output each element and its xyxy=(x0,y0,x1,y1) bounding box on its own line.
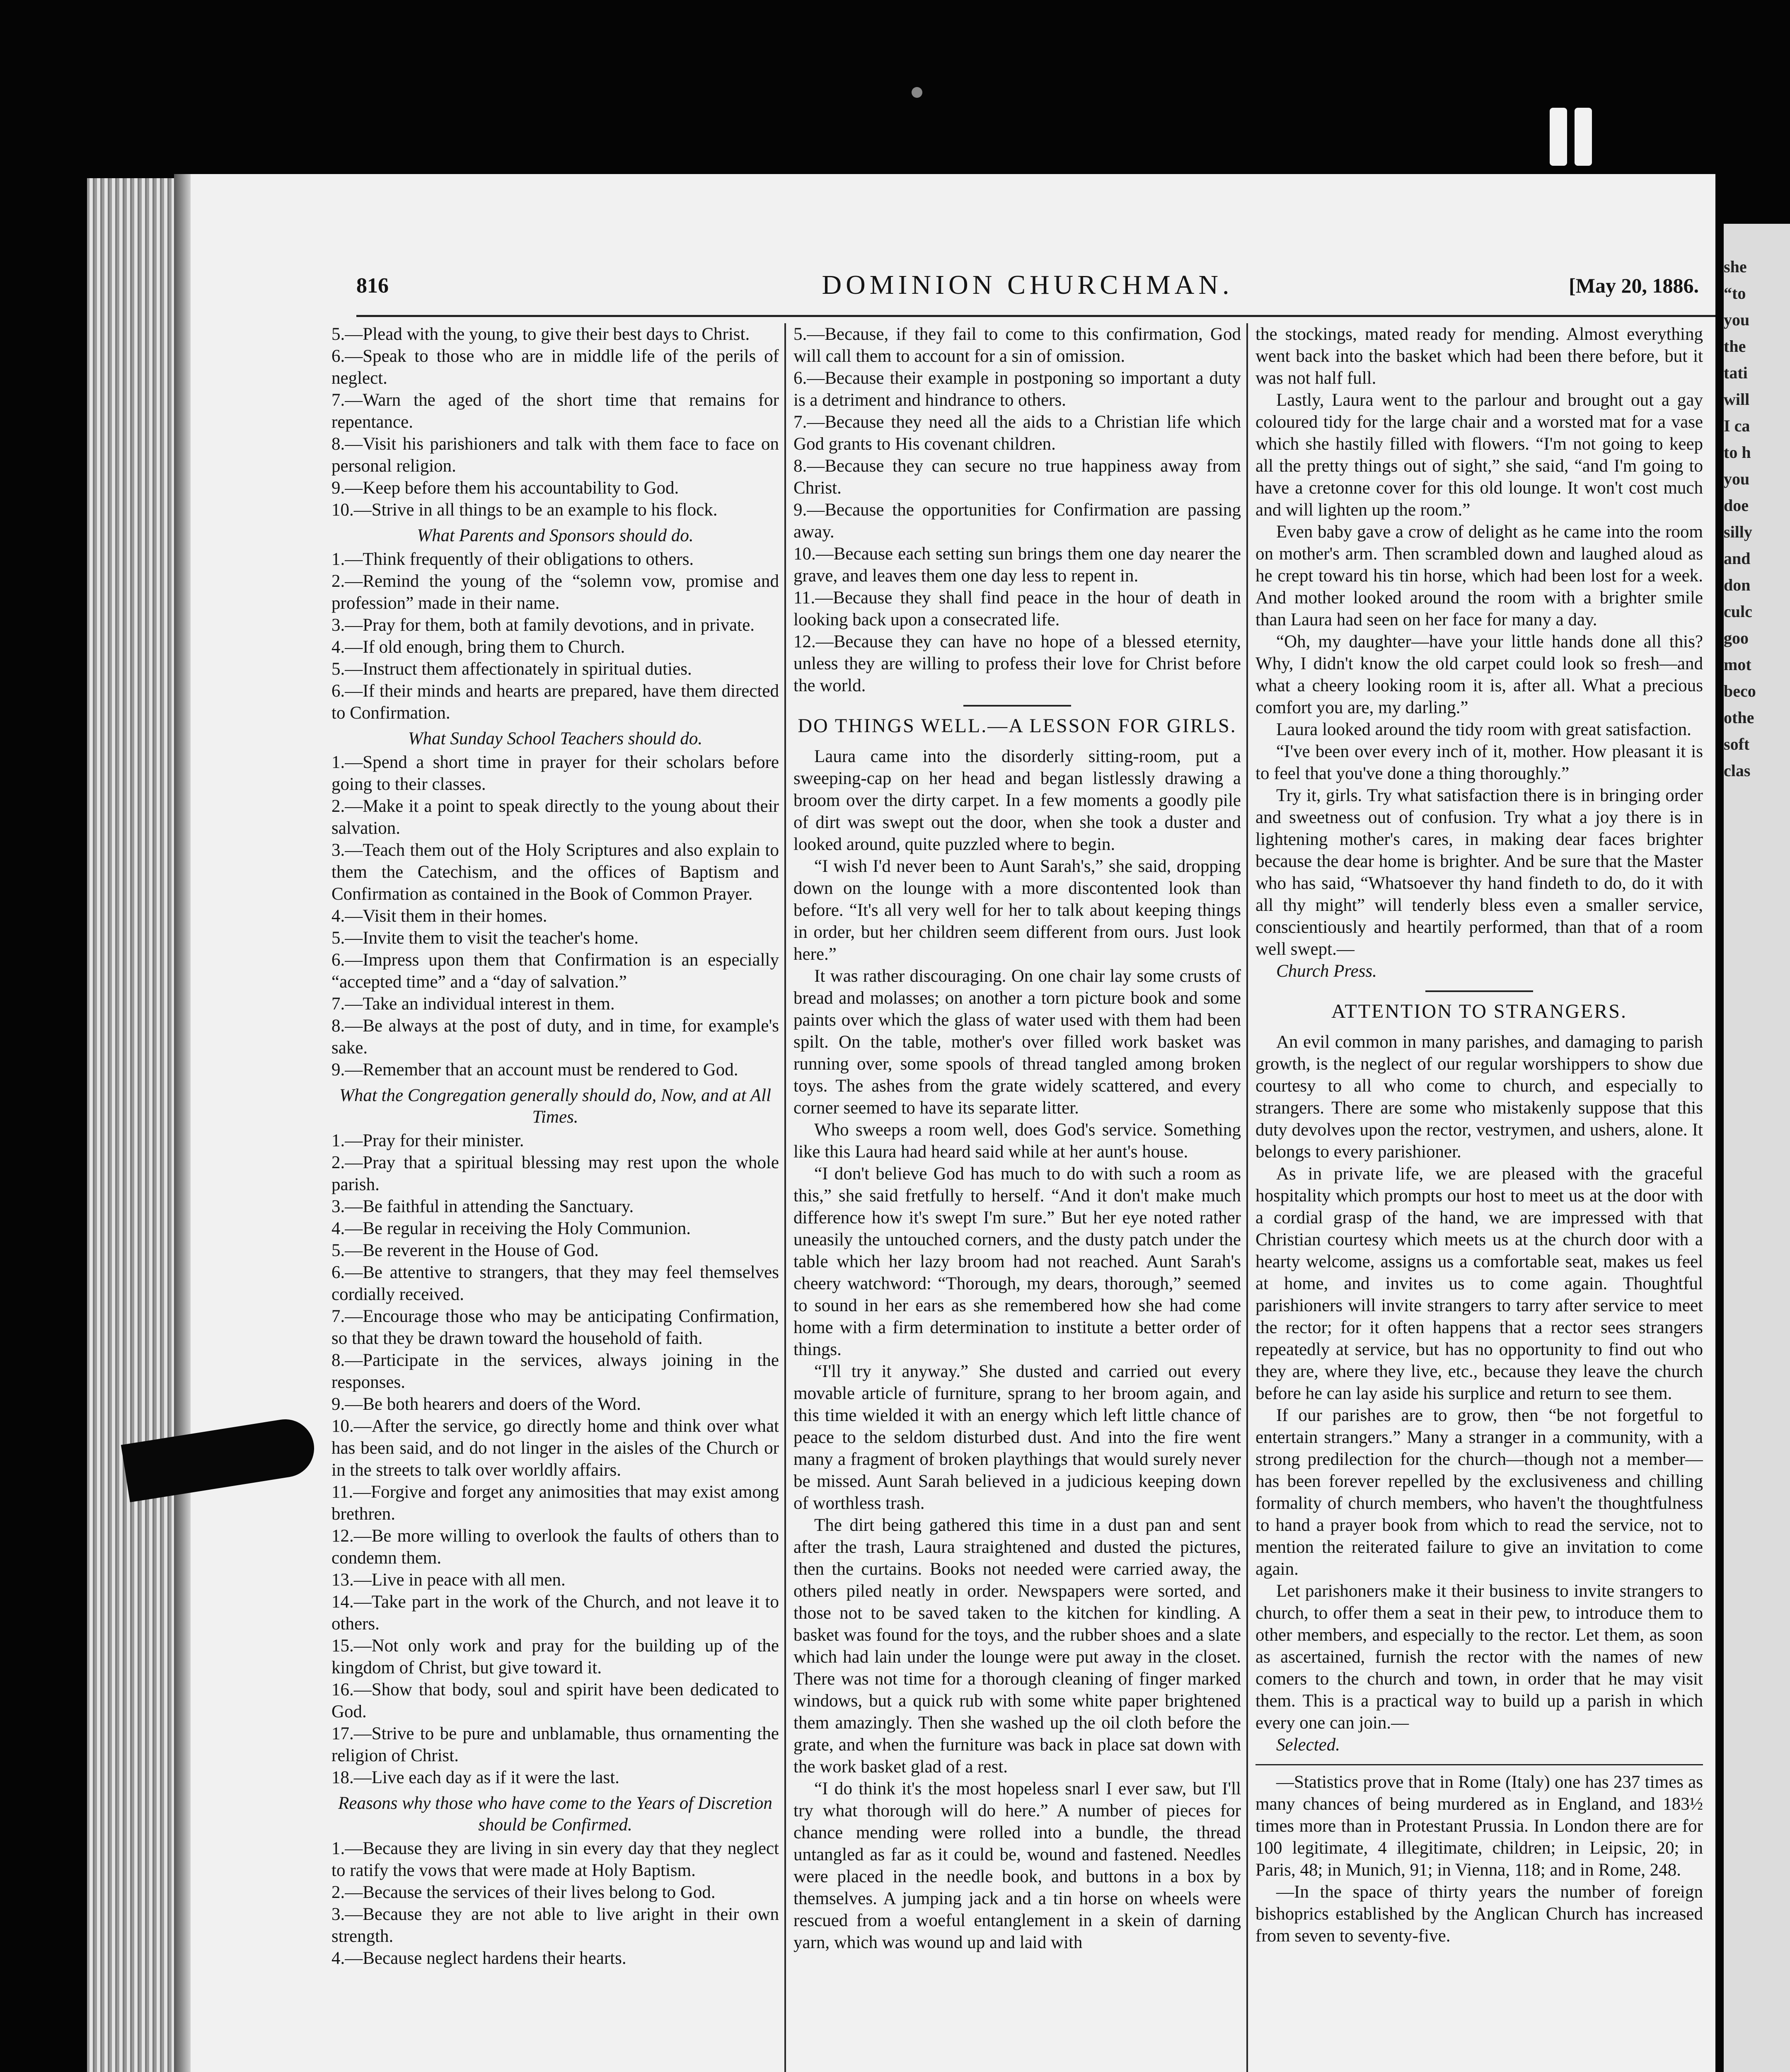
paragraph: Let parishoners make it their business to invite strangers to church, to offer them a seat in their pew, to introduce them to other members, and especially to the rector. Let them, as soon as ascertained, furnish the rector with the names of new comers to the church and town, in order that he may visit them. This is a practical way to build up a parish in which every one can join.— xyxy=(1255,1581,1703,1733)
section-rule xyxy=(1425,990,1533,992)
column-2 xyxy=(793,323,1241,2072)
next-page-fragment: don xyxy=(1724,576,1751,594)
list-item: 3.—Teach them out of the Holy Scriptures and also explain to them the Catechism, and the offices of Baptism and Confirmation as contained in the Book of Common Prayer. xyxy=(331,840,779,904)
paragraph: Lastly, Laura went to the parlour and brought out a gay coloured tidy for the large chair and a worsted mat for a vase which she hastily filled with flowers. “I'm not going to keep all the pretty things out of sight,” she said, “and I'm going to have a cretonne cover for this old lounge. It won't cost much and will lighten up the room.” xyxy=(1255,390,1703,520)
list-item: 1.—Pray for their minister. xyxy=(331,1131,524,1150)
paragraph: The dirt being gathered this time in a dust pan and sent after the trash, Laura straightened and dusted the pictures, then the curtains. Books not needed were carried away, the others piled neatly in order. Newspapers were sorted, and those not to be saved taken to the kitchen for kindling. A basket was found for the toys, and the rubber shoes and a slate which had lain under the lounge were put away in the closet. There was not time for a thorough cleaning of finger marked windows, but a quick rub with some white paper brightened them amazingly. Then she washed up the oil cloth before the grate, and when the furniture was back in place sat down with the work basket glad of a rest. xyxy=(793,1515,1241,1777)
paragraph: As in private life, we are pleased with the graceful hospitality which prompts our host to meet us at the door with a cordial grasp of the hand, we are impressed with that Christian courtesy which meets us at the church door with a hearty welcome, assigns us a comfortable seat, makes us feel at home, and invites us to come again. Thoughtful parishioners will invite strangers to tarry after service to meet the rector; for it often happens that a rector sees strangers repeatedly at service, but has no opportunity to find out who they are, where they live, etc., because they leave the church before he can lay aside his surplice and return to see them. xyxy=(1255,1164,1703,1403)
list-item: 8.—Participate in the services, always joining in the responses. xyxy=(331,1351,779,1392)
list-item: 1.—Think frequently of their obligations to others. xyxy=(331,549,694,569)
paragraph: If our parishes are to grow, then “be not forgetful to entertain strangers.” Many a stranger in a community, with a strong predilection for the church—though not a member—has been forever repelled by the exclusiveness and chilling formality of church members, who haven't the thoughtfulness to hand a prayer book from which to read the service, not to mention the reiterated failure to give an invitation to come again. xyxy=(1255,1406,1703,1579)
column-rule xyxy=(784,323,786,2072)
list-item: 5.—Invite them to visit the teacher's home. xyxy=(331,928,639,948)
list-item: 6.—Speak to those who are in middle life of the perils of neglect. xyxy=(331,346,779,388)
list-item: 10.—Strive in all things to be an example to his flock. xyxy=(331,500,718,520)
next-page-fragment: “to xyxy=(1724,284,1746,303)
list-item: 5.—Because, if they fail to come to this confirmation, God will call them to account for a sin of omission. xyxy=(793,324,1241,366)
paragraph: Laura looked around the tidy room with great satisfaction. xyxy=(1276,720,1691,739)
section-heading-teachers: What Sunday School Teachers should do. xyxy=(408,729,703,748)
list-item: 3.—Pray for them, both at family devotions, and in private. xyxy=(331,615,755,635)
next-page-edge xyxy=(1724,224,1790,2072)
page-number: 816 xyxy=(356,274,389,298)
list-item: 11.—Because they shall find peace in the hour of death in looking back upon a consecrated life. xyxy=(793,588,1241,629)
list-item: 9.—Keep before them his accountability to God. xyxy=(331,478,679,498)
list-item: 5.—Instruct them affectionately in spiritual duties. xyxy=(331,659,692,679)
page-content xyxy=(182,174,1715,2072)
issue-date: [May 20, 1886. xyxy=(1569,274,1699,297)
next-page-fragment: you xyxy=(1724,470,1750,488)
paragraph: the stockings, mated ready for mending. Almost everything went back into the basket which had been there before, but it was not half full. xyxy=(1255,324,1703,388)
next-page-fragment: othe xyxy=(1724,708,1754,727)
list-item: 2.—Remind the young of the “solemn vow, promise and profession” made in their name. xyxy=(331,571,779,613)
next-page-fragment: will xyxy=(1724,390,1750,409)
list-item: 8.—Be always at the post of duty, and in time, for example's sake. xyxy=(331,1016,779,1058)
list-item: 16.—Show that body, soul and spirit have been dedicated to God. xyxy=(331,1680,779,1721)
list-item: 6.—If their minds and hearts are prepared, have them directed to Confirmation. xyxy=(331,681,779,723)
paragraph: “I wish I'd never been to Aunt Sarah's,” she said, dropping down on the lounge with a more discontented look than before. “It's all very well for her to talk about keeping things in order, but her children seem different from ours. Just look here.” xyxy=(793,857,1241,964)
next-page-fragment: soft xyxy=(1724,735,1750,753)
section-heading-reasons: Reasons why those who have come to the Years of Discretion should be Confirmed. xyxy=(338,1794,772,1835)
header-rule xyxy=(356,315,1715,317)
list-item: 9.—Be both hearers and doers of the Word. xyxy=(331,1394,641,1414)
list-item: 4.—Be regular in receiving the Holy Communion. xyxy=(331,1219,691,1238)
next-page-fragment: silly xyxy=(1724,523,1752,541)
journal-title: DOMINION CHURCHMAN. xyxy=(822,270,1234,300)
list-item: 2.—Make it a point to speak directly to the young about their salvation. xyxy=(331,796,779,838)
paragraph: “Oh, my daughter—have your little hands done all this? Why, I didn't know the old carpet could look so fresh—and what a cheery looking room it is, after all. What a precious comfort you are, my darling.” xyxy=(1255,632,1703,717)
list-item: 10.—After the service, go directly home and think over what has been said, and do not linger in the aisles of the Church or in the streets to talk over worldly affairs. xyxy=(331,1416,779,1480)
paragraph: It was rather discouraging. On one chair lay some crusts of bread and molasses; on another a torn picture book and some paints over which the glass of water used with them had been spilt. On the table, mother's over filled work basket was running over, some spools of thread tangled among broken toys. The ashes from the grate widely scattered, and every corner seemed to have its separate litter. xyxy=(793,966,1241,1118)
article-title-do-things-well: DO THINGS WELL.—A LESSON FOR GIRLS. xyxy=(798,715,1237,737)
list-item: 14.—Take part in the work of the Church, and not leave it to others. xyxy=(331,1592,779,1634)
paragraph: “I don't believe God has much to do with such a room as this,” she said fretfully to herself. “And it don't make much difference how it's swept I'm sure.” But her eye noted rather uneasily the untouched corners, and the dusty patch under the table which her lazy broom had not reached. Aunt Sarah's cheery watchword: “Thorough, my dears, thorough,” seemed to sound in her ears as she remembered how she had come home with a firm determination to institute a better order of things. xyxy=(793,1164,1241,1359)
list-item: 6.—Because their example in postponing so important a duty is a detriment and hindrance to others. xyxy=(793,368,1241,410)
next-page-fragment: and xyxy=(1724,549,1751,568)
list-item: 2.—Pray that a spiritual blessing may rest upon the whole parish. xyxy=(331,1153,779,1194)
next-page-fragment: clas xyxy=(1724,761,1751,780)
list-item: 9.—Remember that an account must be rendered to God. xyxy=(331,1060,738,1080)
column-1 xyxy=(331,323,779,2072)
paragraph: Who sweeps a room well, does God's service. Something like this Laura had heard said while at her aunt's house. xyxy=(793,1120,1241,1162)
page-header xyxy=(356,269,1699,303)
section-heading-congregation: What the Congregation generally should do, Now, and at All Times. xyxy=(339,1086,771,1127)
list-item: 5.—Be reverent in the House of God. xyxy=(331,1241,599,1260)
list-item: 13.—Live in peace with all men. xyxy=(331,1570,566,1590)
section-heading-parents: What Parents and Sponsors should do. xyxy=(417,526,694,545)
paragraph: Even baby gave a crow of delight as he came into the room on mother's arm. Then scrambled down and laughed aloud as he crept toward his tin horse, which had been lost for a week. And mother looked around the room with a brighter smile than Laura had seen on her face for many a day. xyxy=(1255,522,1703,629)
list-item: 7.—Take an individual interest in them. xyxy=(331,994,615,1014)
list-item: 2.—Because the services of their lives belong to God. xyxy=(331,1883,716,1902)
next-page-fragment: tati xyxy=(1724,363,1748,382)
list-item: 4.—Visit them in their homes. xyxy=(331,906,547,926)
next-page-fragment: the xyxy=(1724,337,1746,356)
article-title-attention-to-strangers: ATTENTION TO STRANGERS. xyxy=(1331,1000,1627,1022)
source-credit-selected: Selected. xyxy=(1276,1735,1340,1755)
list-item: 10.—Because each setting sun brings them one day nearer the grave, and leaves them one day less to repent in. xyxy=(793,544,1241,586)
list-item: 12.—Because they can have no hope of a blessed eternity, unless they are willing to profess their love for Christ before the world. xyxy=(793,632,1241,695)
list-item: 3.—Because they are not able to live aright in their own strength. xyxy=(331,1905,779,1946)
page-edges xyxy=(87,178,186,2072)
paragraph: “I do think it's the most hopeless snarl I ever saw, but I'll try what thorough will do here.” A number of pieces for chance mending were rolled into a bundle, the thread untangled as far as it could be, wound and fastened. Needles were placed in the needle book, and buttons in a box by themselves. A jumping jack and a tin horse on wheels were rescued from a woeful entanglement in a skein of darning yarn, which was wound up and laid with xyxy=(793,1779,1241,1952)
list-item: 9.—Because the opportunities for Confirmation are passing away. xyxy=(793,500,1241,542)
list-item: 7.—Warn the aged of the short time that remains for repentance. xyxy=(331,390,779,432)
paragraph: Try it, girls. Try what satisfaction there is in bringing order and sweetness out of confusion. Try what a joy there is in lightening mother's cares, in making dear faces brighter because the dear home is brighter. And be sure that the Master who has said, “Whatsoever thy hand findeth to do, do it with all thy might” will tenderly bless even a smaller service, conscientiously and heartily performed, than that of a room well swept.— xyxy=(1255,786,1703,959)
column-3 xyxy=(1255,323,1703,2072)
next-page-fragment: beco xyxy=(1724,682,1756,700)
scan-mark xyxy=(912,87,922,98)
list-item: 12.—Be more willing to overlook the faults of others than to condemn them. xyxy=(331,1526,779,1568)
scan-tape-mark xyxy=(1550,108,1567,166)
next-page-fragment: she xyxy=(1724,257,1747,276)
next-page-fragment: I ca xyxy=(1724,416,1750,435)
list-item: 18.—Live each day as if it were the last. xyxy=(331,1768,619,1787)
scan-tape-mark xyxy=(1575,108,1592,166)
list-item: 8.—Because they can secure no true happiness away from Christ. xyxy=(793,456,1241,498)
list-item: 11.—Forgive and forget any animosities that may exist among brethren. xyxy=(331,1482,779,1524)
list-item: 1.—Spend a short time in prayer for their scholars before going to their classes. xyxy=(331,753,779,794)
list-item: 4.—Because neglect hardens their hearts. xyxy=(331,1949,626,1968)
next-page-fragment: culc xyxy=(1724,602,1752,621)
paragraph: An evil common in many parishes, and damaging to parish growth, is the neglect of our regular worshippers to show due courtesy to all who come to church, and especially to strangers. There are some who mistakenly suppose that this duty devolves upon the rector, vestrymen, and ushers, alone. It belongs to every parishioner. xyxy=(1255,1032,1703,1162)
list-item: 7.—Because they need all the aids to a Christian life which God grants to His covenant children. xyxy=(793,412,1241,454)
next-page-fragment: goo xyxy=(1724,629,1749,647)
list-item: 5.—Plead with the young, to give their best days to Christ. xyxy=(331,324,750,344)
list-item: 3.—Be faithful in attending the Sanctuary. xyxy=(331,1197,634,1216)
list-item: 6.—Impress upon them that Confirmation is an especially “accepted time” and a “day of salvation.” xyxy=(331,950,779,992)
list-item: 1.—Because they are living in sin every day that they neglect to ratify the vows that were made at Holy Baptism. xyxy=(331,1839,779,1880)
paragraph: “I've been over every inch of it, mother. How pleasant it is to feel that you've done a thing thoroughly.” xyxy=(1255,742,1703,783)
next-page-fragment: to h xyxy=(1724,443,1751,462)
list-item: 8.—Visit his parishioners and talk with them face to face on personal religion. xyxy=(331,434,779,476)
next-page-fragment: doe xyxy=(1724,496,1749,515)
list-item: 6.—Be attentive to strangers, that they may feel themselves cordially received. xyxy=(331,1263,779,1304)
list-item: 15.—Not only work and pray for the building up of the kingdom of Christ, but give toward it. xyxy=(331,1636,779,1677)
paragraph: —In the space of thirty years the number of foreign bishoprics established by the Anglican Church has increased from seven to seventy-five. xyxy=(1255,1882,1703,1946)
column-rule xyxy=(1246,323,1248,2072)
paragraph: —Statistics prove that in Rome (Italy) one has 237 times as many chances of being murdered as in England, and 183½ times more than in Protestant Prussia. In London there are for 100 legitimate, 4 illegitimate, children; in Leipsic, 20; in Paris, 48; in Munich, 91; in Vienna, 118; and in Rome, 248. xyxy=(1255,1772,1703,1880)
list-item: 4.—If old enough, bring them to Church. xyxy=(331,637,625,657)
next-page-fragment: mot xyxy=(1724,655,1751,674)
list-item: 7.—Encourage those who may be anticipating Confirmation, so that they be drawn toward the household of faith. xyxy=(331,1307,779,1348)
paragraph: Laura came into the disorderly sitting-room, put a sweeping-cap on her head and began listlessly drawing a broom over the dirty carpet. In a few moments a goodly pile of dirt was swept out the door, when she took a duster and looked around, quite puzzled where to begin. xyxy=(793,747,1241,854)
section-rule xyxy=(963,705,1071,707)
list-item: 17.—Strive to be pure and unblamable, thus ornamenting the religion of Christ. xyxy=(331,1724,779,1765)
paragraph: “I'll try it anyway.” She dusted and carried out every movable article of furniture, sprang to her broom again, and this time wielded it with an energy which left little chance of peace to the seldom disturbed dust. And into the fire went many a fragment of broken playthings that would surely never be missed. Aunt Sarah believed in a judicious keeping down of worthless trash. xyxy=(793,1362,1241,1513)
source-credit-church-press: Church Press. xyxy=(1276,961,1377,981)
section-rule xyxy=(1255,1764,1703,1765)
next-page-fragment: you xyxy=(1724,310,1750,329)
